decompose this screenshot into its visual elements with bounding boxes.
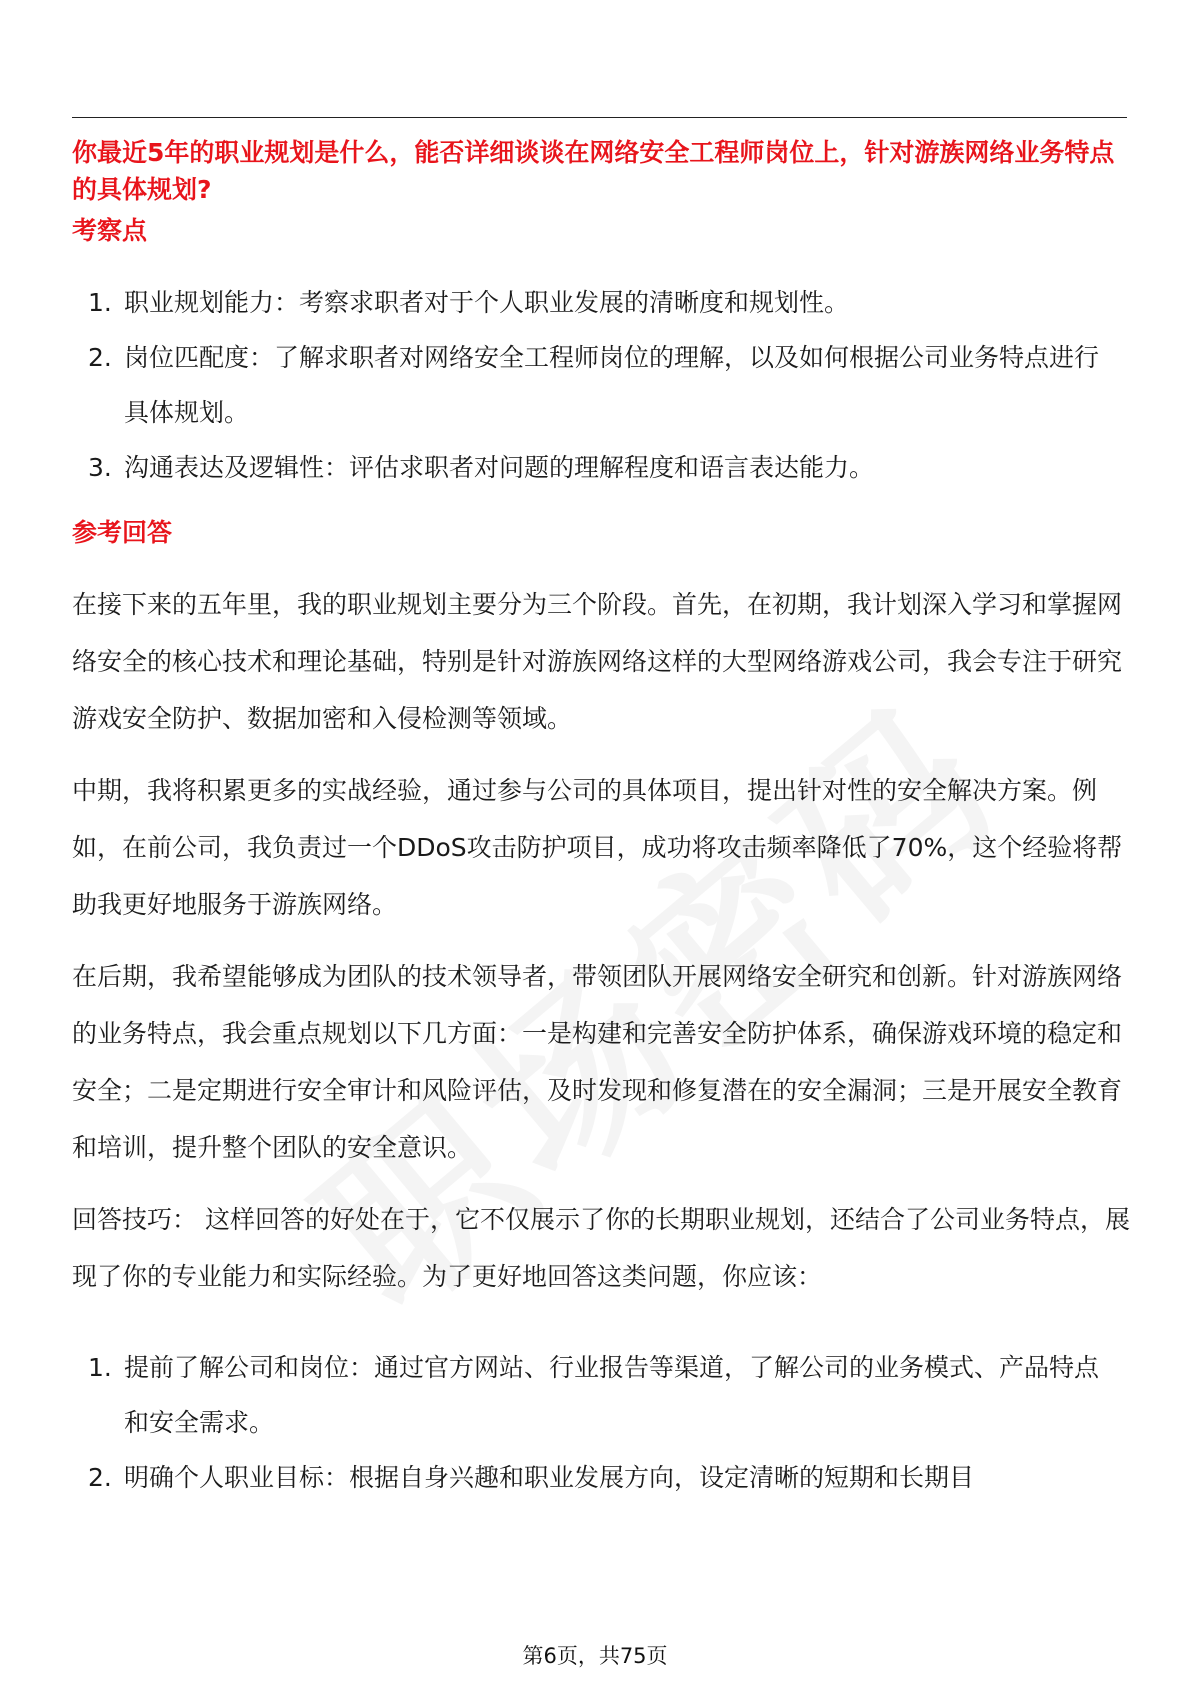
top-divider [72, 117, 1127, 118]
list-item: 1. 提前了解公司和岗位：通过官方网站、行业报告等渠道，了解公司的业务模式、产品特点和安全需求。 [88, 1353, 1100, 1437]
list-item: 2. 岗位匹配度：了解求职者对网络安全工程师岗位的理解，以及如何根据公司业务特点进行具体规划。 [88, 343, 1100, 427]
tips-list [72, 1340, 1132, 1505]
answer-paragraph-1: 在接下来的五年里，我的职业规划主要分为三个阶段。首先，在初期，我计划深入学习和掌握网络安全的核心技术和理论基础，特别是针对游族网络这样的大型网络游戏公司，我会专注于研究游戏安全防护、数据加密和入侵检测等领域。 [72, 590, 1123, 733]
list-item: 3. 沟通表达及逻辑性：评估求职者对问题的理解程度和语言表达能力。 [88, 453, 875, 482]
page-number: 第6页，共75页 [522, 1644, 668, 1668]
answer-tips-intro: 回答技巧： 这样回答的好处在于，它不仅展示了你的长期职业规划，还结合了公司业务特点，展现了你的专业能力和实际经验。为了更好地回答这类问题，你应该： [72, 1205, 1130, 1291]
answer-paragraph-2: 中期，我将积累更多的实战经验，通过参与公司的具体项目，提出针对性的安全解决方案。例如，在前公司，我负责过一个DDoS攻击防护项目，成功将攻击频率降低了70%，这个经验将帮助我更好地服务于游族网络。 [72, 776, 1123, 919]
answer-paragraph-3: 在后期，我希望能够成为团队的技术领导者，带领团队开展网络安全研究和创新。针对游族网络的业务特点，我会重点规划以下几方面：一是构建和完善安全防护体系，确保游戏环境的稳定和安全；二是定期进行安全审计和风险评估，及时发现和修复潜在的安全漏洞；三是开展安全教育和培训，提升整个团队的安全意识。 [72, 962, 1123, 1162]
list-item: 2. 明确个人职业目标：根据自身兴趣和职业发展方向，设定清晰的短期和长期目 [88, 1463, 975, 1492]
section-title-answer: 参考回答 [72, 518, 173, 547]
question-heading: 你最近5年的职业规划是什么，能否详细谈谈在网络安全工程师岗位上，针对游族网络业务特点的具体规划? [72, 138, 1115, 204]
focus-list [72, 275, 1132, 495]
section-title-focus: 考察点 [72, 216, 148, 245]
list-item: 1. 职业规划能力：考察求职者对于个人职业发展的清晰度和规划性。 [88, 288, 850, 317]
